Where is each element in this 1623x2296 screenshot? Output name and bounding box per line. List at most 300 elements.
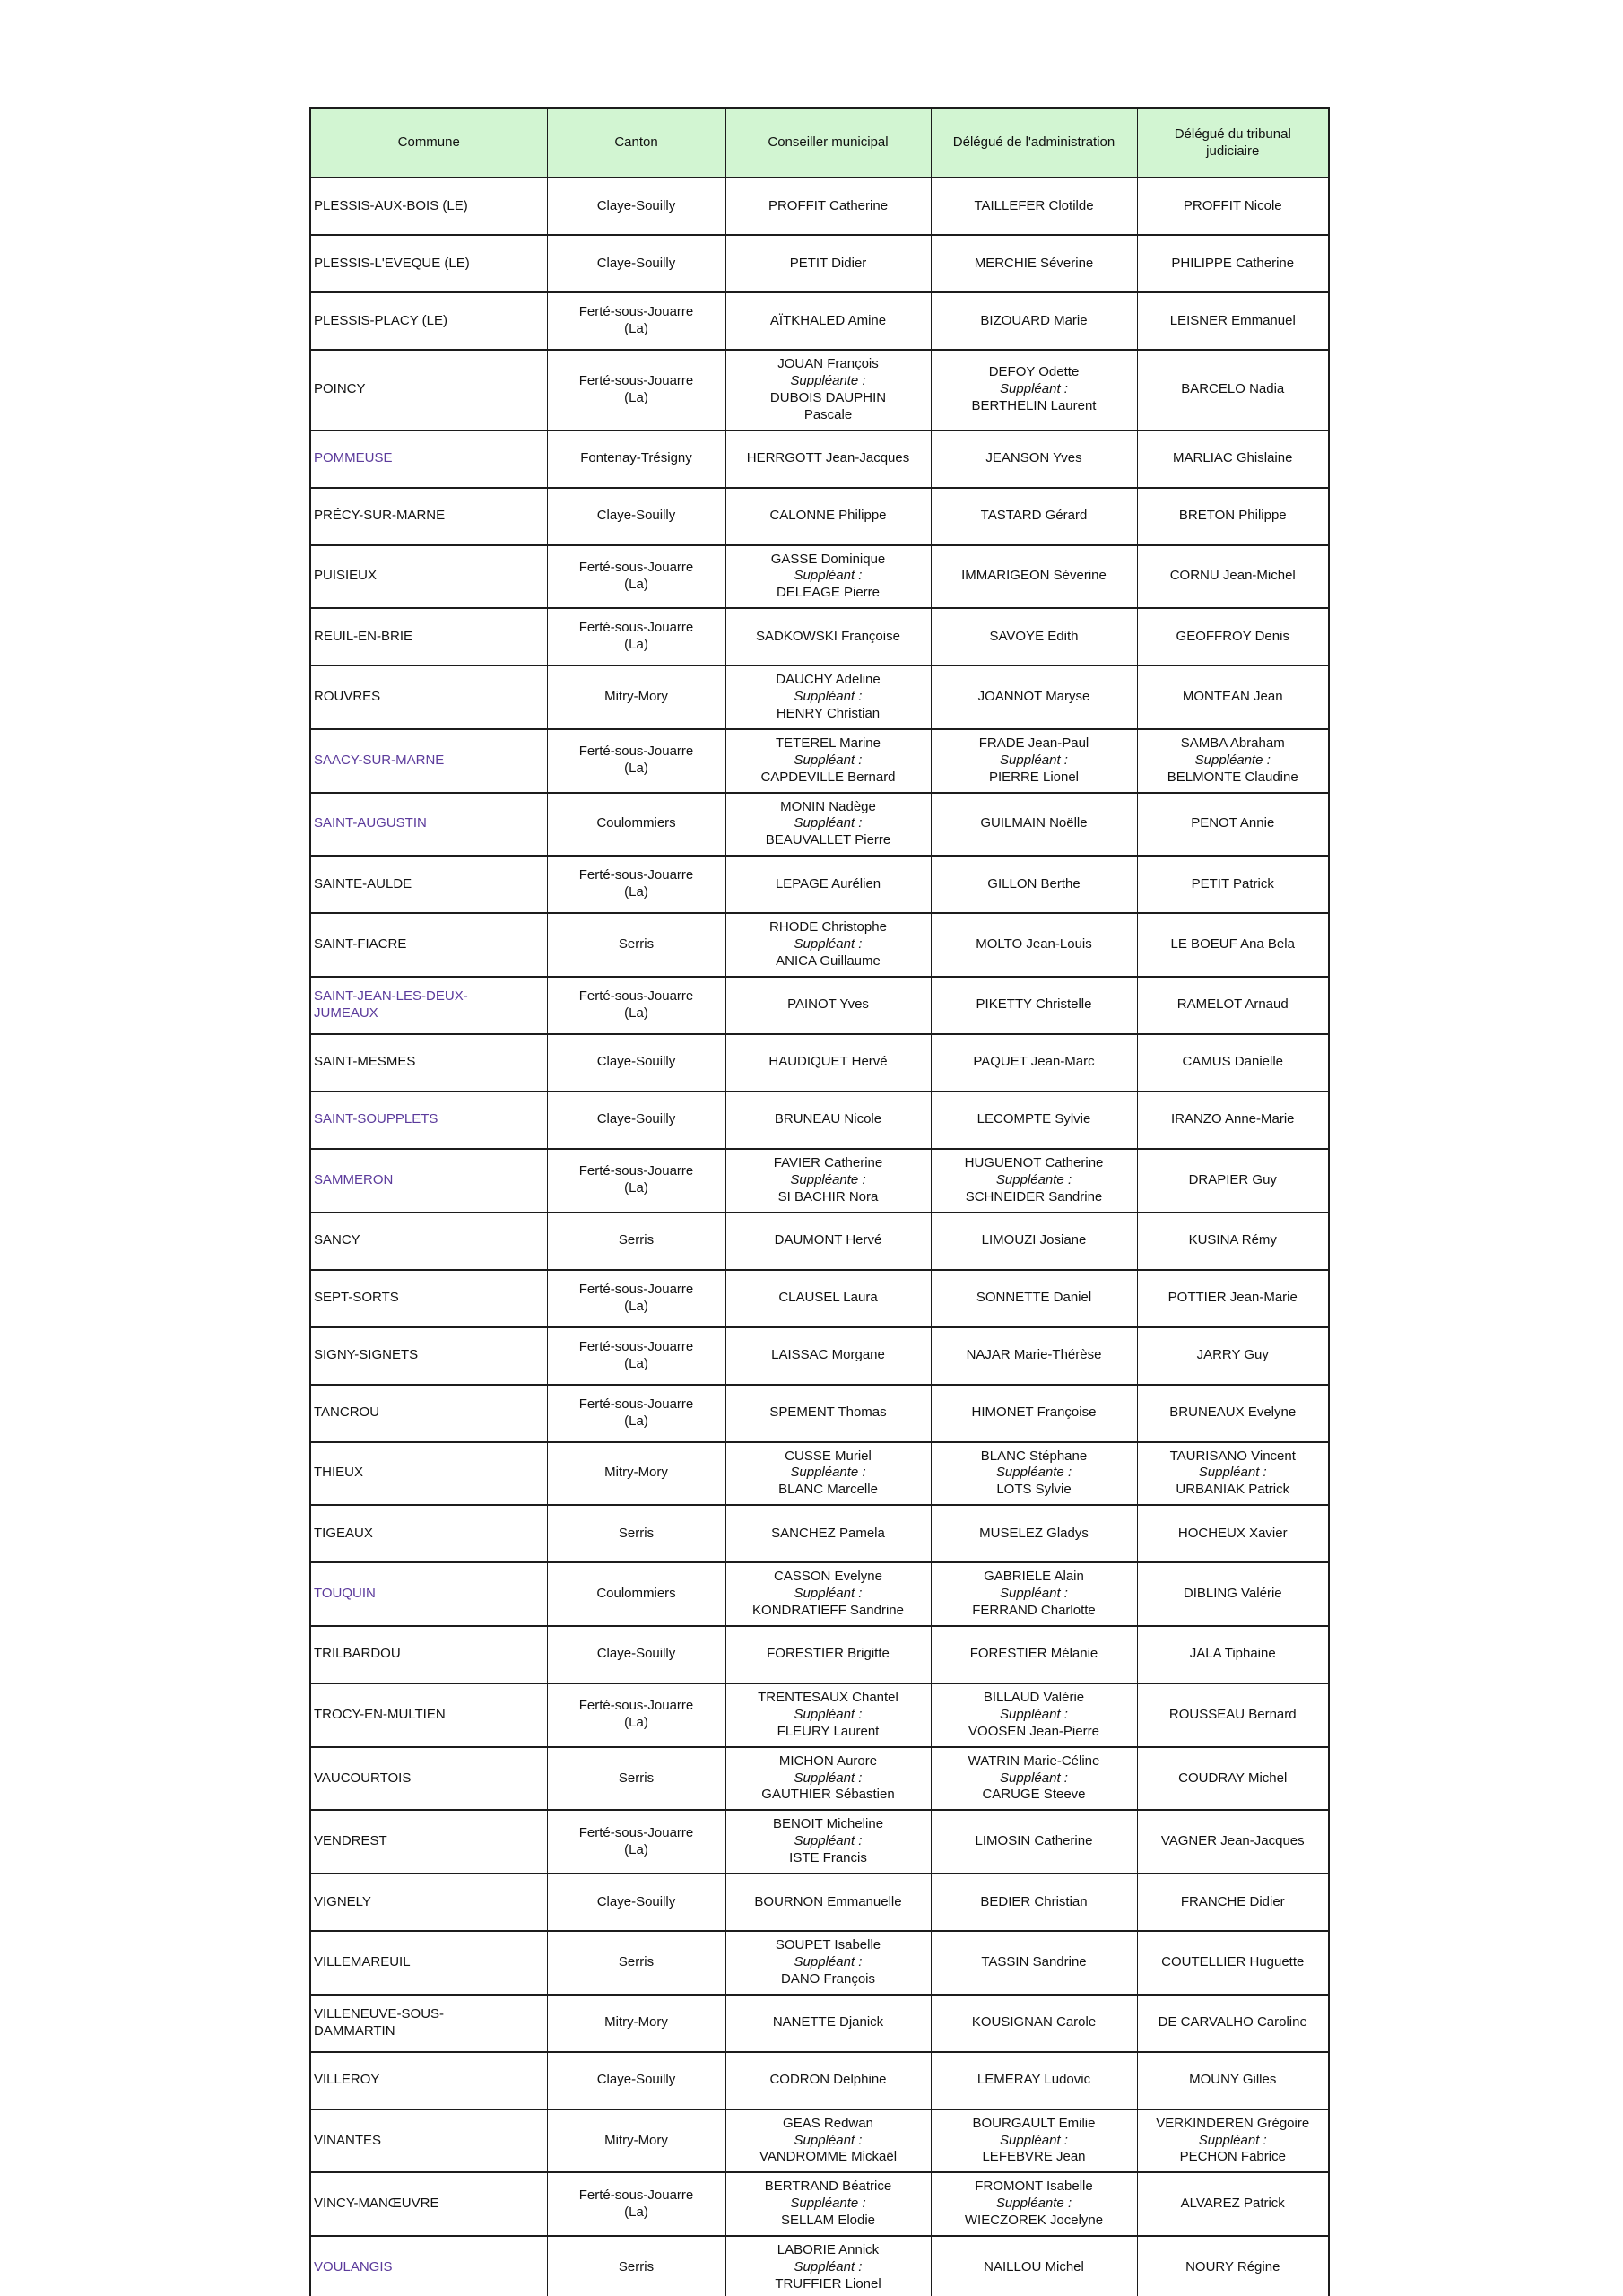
table-row [310,2172,1329,2236]
table-row [310,977,1329,1034]
cell-line: FLEURY Laurent [777,1723,880,1739]
table-row [310,1995,1329,2052]
cell-line: DIBLING Valérie [1183,1586,1282,1602]
canton-cell [547,488,725,545]
commune-link[interactable] [314,1586,542,1603]
cell-line: KONDRATIEFF Sandrine [752,1603,904,1619]
cell-line: (La) [624,1004,648,1021]
canton-cell [547,1385,725,1442]
cell-line: CALONNE Philippe [769,508,887,524]
cell-line: Mitry-Mory [604,1465,668,1481]
commune-name [314,1894,542,1911]
commune-name [314,198,542,215]
cell-line: Suppléant : [1000,2132,1068,2148]
cell-line: THIEUX [314,1465,364,1481]
table-row [310,1874,1329,1931]
cell-line: VOOSEN Jean-Pierre [968,1723,1099,1739]
delegue-tribunal-cell [1137,1034,1329,1091]
commune-cell [310,1091,547,1149]
delegue-tribunal-cell [1137,1270,1329,1327]
table-row [310,2236,1329,2296]
cell-line: JOUAN François [777,356,879,371]
delegue-administration-cell [931,1931,1137,1995]
conseiller-municipal-cell [725,665,931,729]
delegue-tribunal-cell [1137,1385,1329,1442]
cell-line: KOUSIGNAN Carole [971,2014,1097,2031]
cell-line: PROFFIT Catherine [768,197,889,213]
conseiller-municipal-cell [725,1270,931,1327]
cell-line: Claye-Souilly [596,255,676,271]
commune-name [314,1465,542,1482]
commune-cell [310,1995,547,2052]
cell-line: PAQUET Jean-Marc [973,1054,1095,1070]
delegue-tribunal-cell [1137,1683,1329,1747]
commune-cell [310,1327,547,1385]
conseiller-municipal-cell [725,608,931,665]
cell-line: NAILLOU Michel [984,2258,1084,2274]
conseiller-municipal-cell [725,1442,931,1506]
delegue-tribunal-cell [1137,1327,1329,1385]
cell-line: Claye-Souilly [596,2072,676,2088]
table-row [310,2109,1329,2173]
canton-cell [547,1874,725,1931]
delegue-tribunal-cell [1137,1505,1329,1562]
conseiller-municipal-cell [725,1213,931,1270]
cell-line: BRUNEAUX Evelyne [1169,1405,1297,1421]
commune-name [314,876,542,893]
cell-line: (La) [624,1841,648,1857]
cell-line: Ferté-sous-Jouarre [578,1824,694,1840]
canton-cell [547,1995,725,2052]
canton-cell [547,1747,725,1811]
cell-line: PIKETTY Christelle [976,996,1092,1013]
cell-line: PIERRE Lionel [988,769,1080,785]
canton-cell [547,608,725,665]
table-row [310,1385,1329,1442]
cell-line: Ferté-sous-Jouarre [578,620,694,636]
cell-line: LAISSAC Morgane [771,1347,885,1363]
cell-line: ANICA Guillaume [776,953,881,970]
commune-name [314,508,542,525]
cell-line[interactable]: JUMEAUX [314,1004,378,1021]
cell-line: DAMMARTIN [314,2022,395,2039]
delegue-tribunal-cell [1137,1810,1329,1874]
cell-line: COUTELLIER Huguette [1161,1953,1305,1970]
cell-line[interactable]: SAINT-SOUPPLETS [314,1111,438,1127]
commune-name [314,1833,542,1850]
delegue-administration-cell [931,1091,1137,1149]
delegue-tribunal-cell [1137,856,1329,913]
commune-link[interactable] [314,988,542,1022]
cell-line: HAUDIQUET Hervé [768,1054,888,1070]
delegue-tribunal-cell [1137,1747,1329,1811]
commune-name [314,1232,542,1249]
cell-line: TRUFFIER Lionel [775,2275,881,2292]
delegue-tribunal-cell [1137,1442,1329,1506]
conseiller-municipal-cell [725,1091,931,1149]
cell-line: HIMONET Françoise [971,1405,1097,1421]
commune-cell [310,1683,547,1747]
cell-line: BILLAUD Valérie [983,1689,1085,1705]
cell-line[interactable]: SAINT-AUGUSTIN [314,815,427,831]
delegue-tribunal-cell [1137,608,1329,665]
table-row [310,608,1329,665]
cell-line: VILLENEUVE-SOUS- [314,2005,445,2022]
cell-line: JARRY Guy [1196,1347,1269,1363]
delegue-tribunal-cell [1137,1931,1329,1995]
cell-line: VINCY-MANŒUVRE [314,2196,439,2212]
cell-line: DAUCHY Adeline [776,672,881,688]
cell-line: DEFOY Odette [988,364,1080,380]
table-row [310,913,1329,977]
cell-line: PROFFIT Nicole [1183,197,1282,213]
conseiller-municipal-cell [725,1810,931,1874]
delegue-administration-cell [931,1683,1137,1747]
cell-line: REUIL-EN-BRIE [314,628,413,644]
cell-line: CORNU Jean-Michel [1169,568,1296,584]
cell-line: BLANC Stéphane [980,1448,1088,1464]
commune-cell [310,2236,547,2296]
cell-line: DUBOIS DAUPHIN [769,389,887,405]
cell-line: SANCHEZ Pamela [771,1525,885,1541]
cell-line: GASSE Dominique [770,551,886,567]
table-row [310,430,1329,488]
commune-cell [310,1931,547,1995]
cell-line: MERCHIE Séverine [974,255,1094,271]
cell-line: (La) [624,637,648,653]
commune-link[interactable] [314,450,542,467]
cell-line: BOURNON Emmanuelle [754,1893,902,1909]
cell-line: Mitry-Mory [604,2132,668,2148]
col-header-delegue-administration-label: Délégué de l'administration [952,135,1115,151]
cell-line: Ferté-sous-Jouarre [578,1281,694,1297]
conseiller-municipal-cell [725,1995,931,2052]
cell-line: LEFEBVRE Jean [982,2149,1086,2165]
cell-line: Suppléant : [794,568,863,584]
delegue-administration-cell [931,608,1137,665]
cell-line: WIECZOREK Jocelyne [964,2213,1104,2229]
cell-line: BRETON Philippe [1178,508,1287,524]
delegue-administration-cell [931,729,1137,793]
canton-cell [547,2052,725,2109]
commune-link[interactable] [314,1172,542,1189]
cell-line: Suppléant : [1198,2132,1267,2148]
canton-cell [547,1149,725,1213]
cell-line: BARCELO Nadia [1181,381,1285,397]
table-row [310,1747,1329,1811]
commune-name [314,2006,542,2040]
table-row [310,1091,1329,1149]
table-row [310,1270,1329,1327]
commune-cell [310,1810,547,1874]
commune-name [314,381,542,398]
cell-line: COUDRAY Michel [1178,1770,1288,1786]
cell-line: GEOFFROY Denis [1176,628,1289,644]
commune-cell [310,608,547,665]
commune-name [314,2133,542,2150]
cell-line: HUGUENOT Catherine [964,1154,1104,1170]
delegue-tribunal-cell [1137,2052,1329,2109]
canton-cell [547,793,725,857]
cell-line: LE BOEUF Ana Bela [1170,936,1295,952]
commune-link[interactable] [314,1111,542,1128]
cell-line: FROMONT Isabelle [975,2179,1093,2195]
cell-line: SONNETTE Daniel [976,1290,1092,1306]
commune-cell [310,235,547,292]
col-header-canton [547,108,725,178]
delegue-administration-cell [931,1442,1137,1506]
canton-cell [547,430,725,488]
delegue-tribunal-cell [1137,488,1329,545]
commune-cell [310,1626,547,1683]
commune-cell [310,1213,547,1270]
cell-line: BENOIT Micheline [772,1816,884,1832]
delegue-tribunal-cell [1137,2172,1329,2236]
cell-line: GABRIELE Alain [984,1569,1084,1585]
conseiller-municipal-cell [725,1626,931,1683]
delegue-administration-cell [931,178,1137,235]
cell-line: TASSIN Sandrine [981,1953,1087,1970]
cell-line: TRILBARDOU [314,1646,401,1662]
cell-line[interactable]: VOULANGIS [314,2258,393,2274]
cell-line: BEAUVALLET Pierre [765,832,891,848]
cell-line: Suppléant : [1000,1770,1068,1786]
cell-line: Suppléant : [794,1706,863,1722]
delegue-administration-cell [931,2052,1137,2109]
delegue-administration-cell [931,793,1137,857]
cell-line: Suppléant : [1000,1586,1068,1602]
table-row [310,729,1329,793]
delegue-tribunal-cell [1137,292,1329,350]
cell-line[interactable]: POMMEUSE [314,450,393,466]
cell-line: Ferté-sous-Jouarre [578,304,694,320]
delegue-administration-cell [931,1505,1137,1562]
commune-cell [310,1874,547,1931]
cell-line: Suppléante : [790,372,866,388]
cell-line: Claye-Souilly [596,197,676,213]
commune-name [314,1054,542,1071]
cell-line[interactable]: SAACY-SUR-MARNE [314,752,445,768]
commune-cell [310,977,547,1034]
delegue-tribunal-cell [1137,913,1329,977]
cell-line: Ferté-sous-Jouarre [578,1163,694,1179]
cell-line: VINANTES [314,2132,382,2148]
cell-line: HENRY Christian [776,706,881,722]
delegue-tribunal-cell [1137,545,1329,609]
cell-line: DELEAGE Pierre [776,585,881,601]
conseiller-municipal-cell [725,2236,931,2296]
commune-cell [310,665,547,729]
cell-line: JALA Tiphaine [1189,1646,1276,1662]
conseiller-municipal-cell [725,1683,931,1747]
cell-line: (La) [624,761,648,777]
cell-line: VIGNELY [314,1893,371,1909]
cell-line: (La) [624,321,648,336]
commune-cell [310,1505,547,1562]
cell-line: CUSSE Muriel [785,1448,872,1464]
cell-line: Ferté-sous-Jouarre [578,2187,694,2203]
delegue-administration-cell [931,1747,1137,1811]
cell-line: POINCY [314,381,366,397]
cell-line: ALVAREZ Patrick [1180,2196,1285,2212]
delegue-administration-cell [931,1810,1137,1874]
delegue-administration-cell [931,545,1137,609]
canton-cell [547,1442,725,1506]
cell-line: PUISIEUX [314,568,378,584]
canton-cell [547,1810,725,1874]
commune-cell [310,1149,547,1213]
commune-name [314,256,542,273]
cell-line: MOUNY Gilles [1189,2072,1277,2088]
commune-cell [310,913,547,977]
commune-cell [310,2109,547,2173]
conseiller-municipal-cell [725,1874,931,1931]
commune-link[interactable] [314,752,542,770]
delegue-administration-cell [931,977,1137,1034]
cell-line: BIZOUARD Marie [980,312,1088,328]
cell-line: FERRAND Charlotte [972,1603,1096,1619]
col-header-delegue-tribunal-label: Délégué du tribunal judiciaire [1174,126,1291,159]
cell-line: SAINT-FIACRE [314,936,407,952]
cell-line: FRANCHE Didier [1180,1893,1285,1909]
cell-line: MONIN Nadège [780,798,876,814]
cell-line: (La) [624,389,648,405]
cell-line: DAUMONT Hervé [774,1232,882,1248]
cell-line: DE CARVALHO Caroline [1158,2014,1307,2031]
cell-line: TETEREL Marine [776,735,881,751]
delegue-tribunal-cell [1137,1562,1329,1626]
col-header-commune-label: Commune [397,135,460,151]
cell-line: WATRIN Marie-Céline [968,1752,1100,1769]
commune-cell [310,793,547,857]
cell-line: JEANSON Yves [985,450,1082,466]
delegue-tribunal-cell [1137,430,1329,488]
cell-line: PENOT Annie [1191,815,1275,831]
cell-line: RHODE Christophe [769,919,887,935]
commune-cell [310,1034,547,1091]
commune-cell [310,350,547,430]
cell-line: ROUVRES [314,689,381,705]
delegue-tribunal-cell [1137,729,1329,793]
cell-line: (La) [624,576,648,592]
cell-line[interactable]: SAINT-JEAN-LES-DEUX- [314,988,468,1004]
cell-line: TAILLEFER Clotilde [974,197,1094,213]
cell-line: LIMOUZI Josiane [981,1232,1087,1248]
cell-line: Suppléant : [794,1770,863,1786]
canton-cell [547,1505,725,1562]
cell-line: TAURISANO Vincent [1169,1448,1296,1464]
cell-line: BOURGAULT Emilie [972,2115,1096,2131]
cell-line: PHILIPPE Catherine [1171,255,1295,271]
commune-link[interactable] [314,815,542,832]
cell-line: FORESTIER Mélanie [969,1646,1098,1662]
table-row [310,1683,1329,1747]
cell-line: KUSINA Rémy [1188,1232,1277,1248]
delegue-administration-cell [931,1213,1137,1270]
cell-line: ISTE Francis [789,1850,867,1866]
cell-line: Coulommiers [596,1586,676,1602]
cell-line: SADKOWSKI Françoise [756,628,900,644]
col-header-canton-label: Canton [614,135,658,151]
delegue-tribunal-cell [1137,977,1329,1034]
cell-line: Suppléante : [1194,752,1271,768]
cell-line: Ferté-sous-Jouarre [578,1338,694,1354]
cell-line: LIMOSIN Catherine [975,1833,1093,1849]
cell-line: PRÉCY-SUR-MARNE [314,508,446,524]
cell-line: Suppléante : [995,1465,1072,1481]
table-row [310,1213,1329,1270]
cell-line: BEDIER Christian [980,1893,1088,1909]
cell-line: GILLON Berthe [987,875,1081,891]
cell-line: Suppléante : [790,2196,866,2212]
cell-line: LECOMPTE Sylvie [976,1111,1091,1127]
commune-cell [310,1385,547,1442]
cell-line: Suppléant : [1000,752,1068,768]
cell-line: Serris [618,1953,655,1970]
cell-line[interactable]: TOUQUIN [314,1586,376,1602]
table-row [310,292,1329,350]
canton-cell [547,178,725,235]
cell-line: LOTS Sylvie [996,1482,1072,1498]
cell-line: Serris [618,2258,655,2274]
commune-name [314,1290,542,1307]
commune-link[interactable] [314,2259,542,2276]
canton-cell [547,1270,725,1327]
cell-line: Fontenay-Trésigny [580,450,692,466]
cell-line: PECHON Fabrice [1179,2149,1286,2165]
cell-line: TASTARD Gérard [980,508,1088,524]
delegue-tribunal-cell [1137,665,1329,729]
cell-line: IMMARIGEON Séverine [961,568,1107,584]
cell-line: SAMBA Abraham [1180,735,1285,751]
cell-line: HOCHEUX Xavier [1177,1525,1288,1541]
cell-line: Ferté-sous-Jouarre [578,744,694,760]
col-header-delegue-administration [931,108,1137,178]
cell-line: VERKINDEREN Grégoire [1156,2115,1310,2131]
canton-cell [547,977,725,1034]
cell-line: MUSELEZ Gladys [979,1525,1089,1541]
cell-line: GUILMAIN Noëlle [980,815,1088,831]
canton-cell [547,545,725,609]
conseiller-municipal-cell [725,1149,931,1213]
cell-line: Suppléante : [995,1171,1072,1187]
conseiller-municipal-cell [725,488,931,545]
cell-line: VILLEROY [314,2072,380,2088]
table-row [310,1626,1329,1683]
delegue-tribunal-cell [1137,2109,1329,2173]
cell-line: VAGNER Jean-Jacques [1160,1833,1305,1849]
delegue-tribunal-cell [1137,1995,1329,2052]
conseiller-municipal-cell [725,545,931,609]
conseiller-municipal-cell [725,2109,931,2173]
conseiller-municipal-cell [725,1327,931,1385]
cell-line: Ferté-sous-Jouarre [578,988,694,1004]
cell-line: (La) [624,1355,648,1371]
cell-line: MARLIAC Ghislaine [1173,450,1293,466]
cell-line: Suppléant : [1198,1465,1267,1481]
delegue-tribunal-cell [1137,1874,1329,1931]
cell-line[interactable]: SAMMERON [314,1171,394,1187]
cell-line: TROCY-EN-MULTIEN [314,1706,446,1722]
cell-line: Mitry-Mory [604,689,668,705]
cell-line: RAMELOT Arnaud [1176,996,1289,1013]
cell-line: Claye-Souilly [596,1893,676,1909]
cell-line: Serris [618,1232,655,1248]
cell-line: MONTEAN Jean [1182,689,1283,705]
cell-line: Suppléant : [794,815,863,831]
table-row [310,665,1329,729]
cell-line: SAVOYE Edith [989,628,1079,644]
